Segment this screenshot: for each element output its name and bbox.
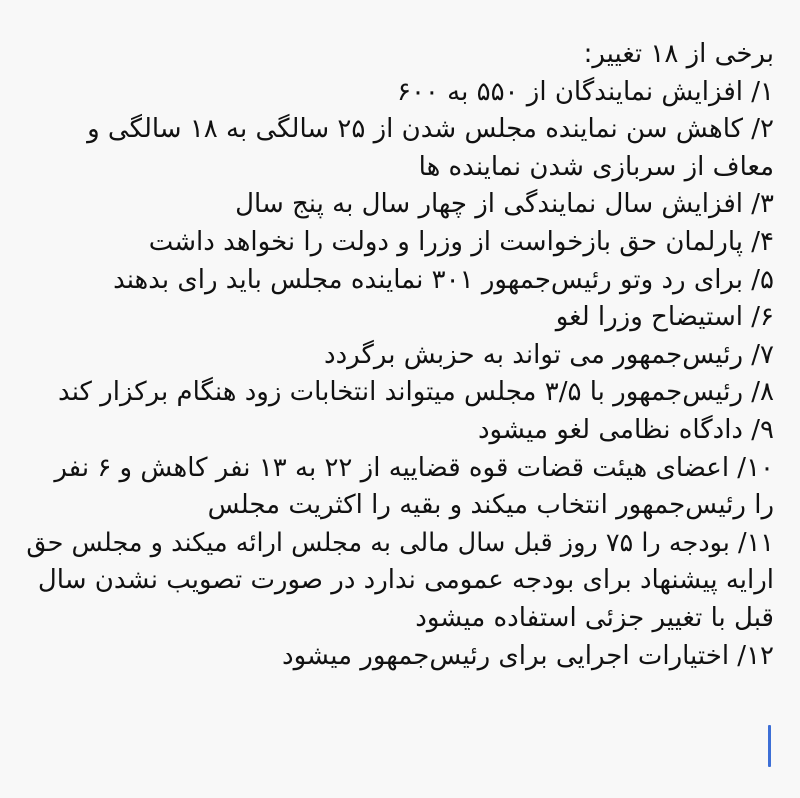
- note-line-2: ۲/ کاهش سن نماینده مجلس شدن از ۲۵ سالگی به ۱۸ سالگی و: [87, 114, 774, 145]
- text-cursor: [768, 725, 771, 767]
- note-line-13: ۱۱/ بودجه را ۷۵ روز قبل سال مالی به مجلس ارائه میکند و مجلس حق: [26, 527, 774, 558]
- note-line-16: ۱۲/ اختیارات اجرایی برای رئیس‌جمهور میشود: [282, 640, 774, 671]
- note-heading: برخی از ۱۸ تغییر:: [583, 39, 774, 69]
- note-line-5: ۴/ پارلمان حق بازخواست از وزرا و دولت را نخواهد داشت: [148, 226, 774, 257]
- note-line-4: ۳/ افزایش سال نمایندگی از چهار سال به پنج سال: [235, 189, 774, 220]
- note-line-15: قبل با تغییر جزئی استفاده میشود: [415, 602, 774, 633]
- note-line-14: ارایه پیشنهاد برای بودجه عمومی ندارد در صورت تصویب نشدن سال: [37, 565, 774, 596]
- note-line-7: ۶/ استیضاح وزرا لغو: [555, 302, 774, 333]
- note-line-12: را رئیس‌جمهور انتخاب میکند و بقیه را اکثریت مجلس: [207, 490, 774, 521]
- note-text-area[interactable]: [14, 36, 774, 675]
- note-line-6: ۵/ برای رد وتو رئیس‌جمهور ۳۰۱ نماینده مجلس باید رای بدهند: [113, 264, 774, 295]
- note-line-3: معاف از سربازی شدن نماینده ها: [418, 151, 774, 182]
- note-line-8: ۷/ رئیس‌جمهور می تواند به حزبش برگردد: [324, 339, 774, 370]
- note-line-9: ۸/ رئیس‌جمهور با ۳/۵ مجلس میتواند انتخابات زود هنگام برکزار کند: [58, 377, 774, 408]
- note-line-10: ۹/ دادگاه نظامی لغو میشود: [477, 414, 774, 445]
- note-line-1: ۱/ افزایش نمایندگان از ۵۵۰ به ۶۰۰: [396, 76, 774, 107]
- note-line-11: ۱۰/ اعضای هیئت قضات قوه قضاییه از ۲۲ به ۱۳ نفر کاهش و ۶ نفر: [54, 452, 774, 483]
